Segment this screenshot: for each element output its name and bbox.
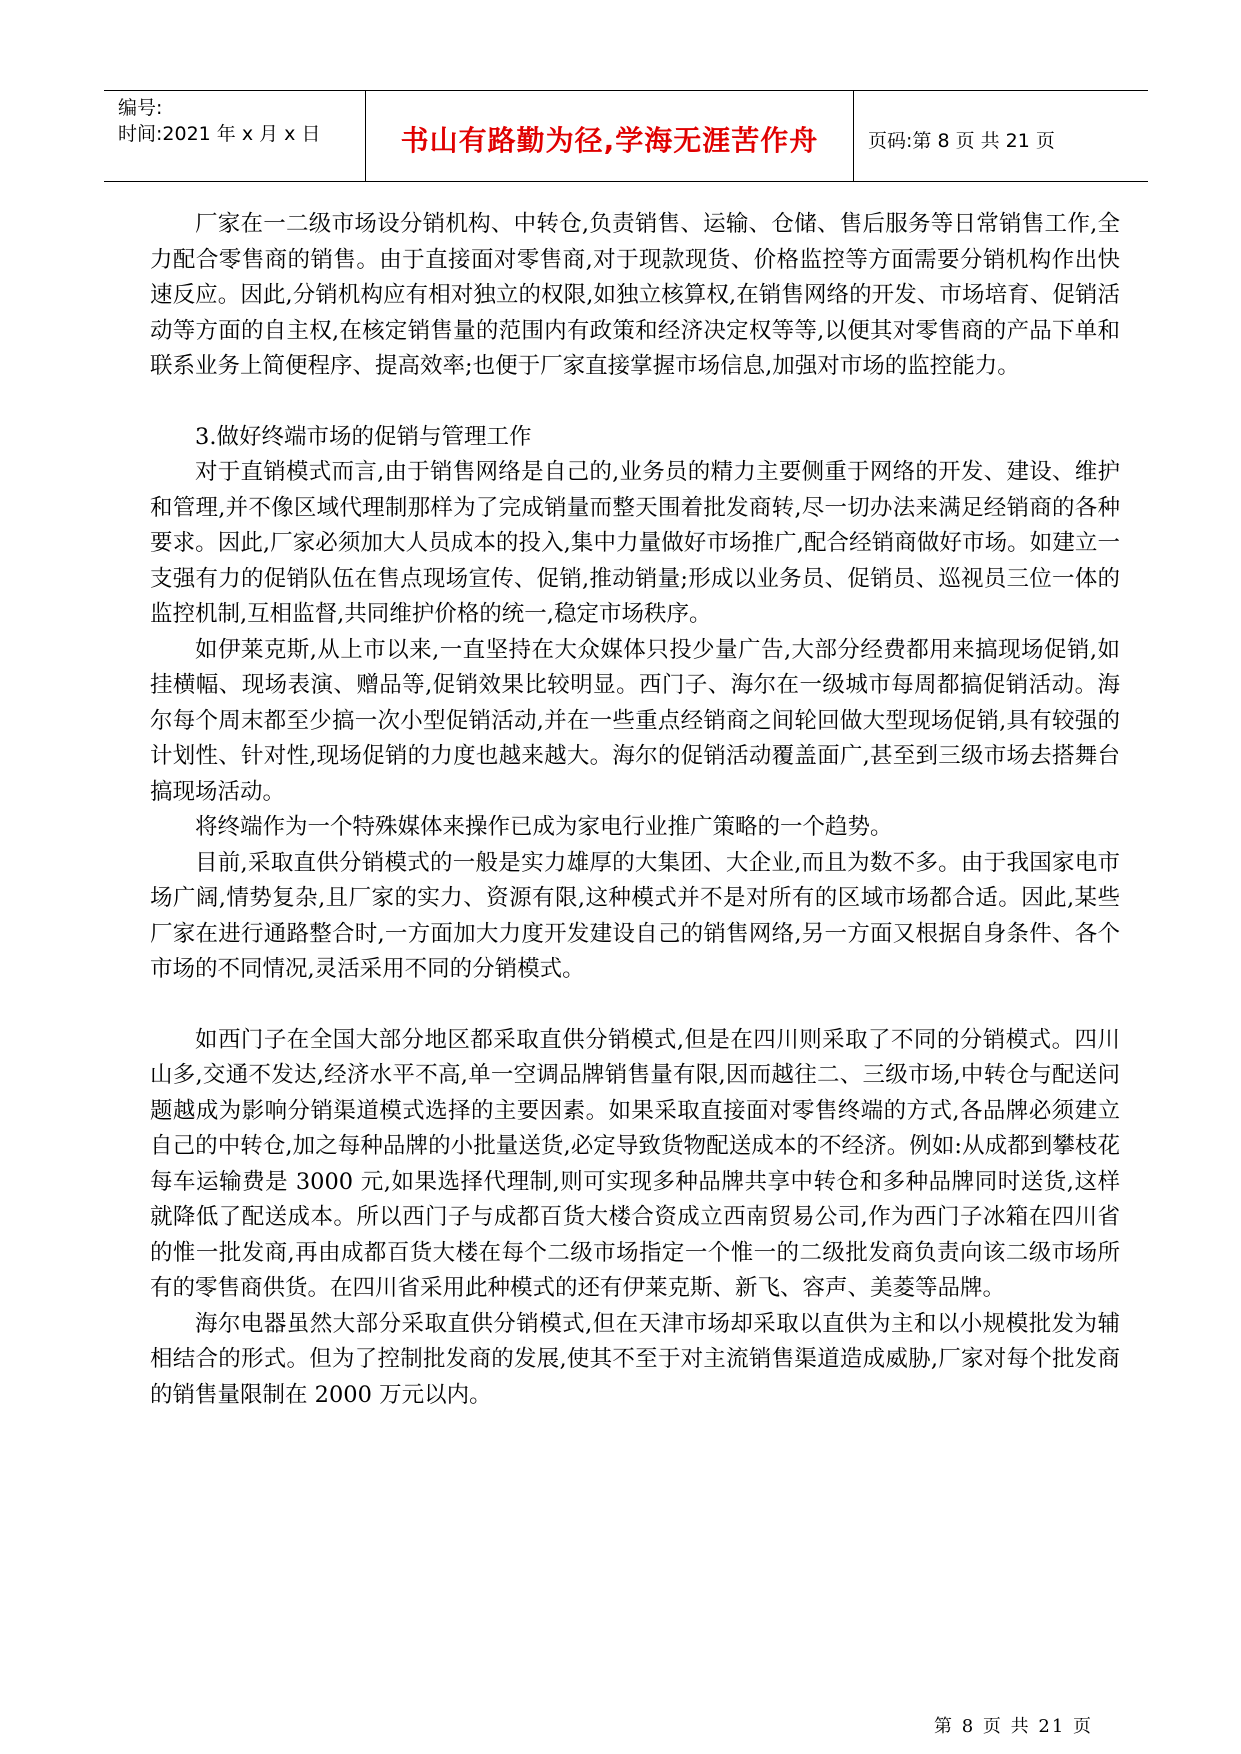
body-paragraph: 厂家在一二级市场设分销机构、中转仓,负责销售、运输、仓储、售后服务等日常销售工作,全力配合零售商的销售。由于直接面对零售商,对于现款现货、价格监控等方面需要分销机构作出快速反应。因此,分销机构应有相对独立的权限,如独立核算权,在销售网络的开发、市场培育、促销活动等方面的自主权,在核定销售量的范围内有政策和经济决定权等等,以便其对零售商的产品下单和联系业务上简便程序、提高效率;也便于厂家直接掌握市场信息,加强对市场的监控能力。 — [150, 211, 1120, 379]
section-heading: 3.做好终端市场的促销与管理工作 — [195, 423, 532, 450]
document-body — [150, 207, 1120, 1413]
body-paragraph: 对于直销模式而言,由于销售网络是自己的,业务员的精力主要侧重于网络的开发、建设、维护和管理,并不像区域代理制那样为了完成销量而整天围着批发商转,尽一切办法来满足经销商的各种要求。因此,厂家必须加大人员成本的投入,集中力量做好市场推广,配合经销商做好市场。如建立一支强有力的促销队伍在售点现场宣传、促销,推动销量;形成以业务员、促销员、巡视员三位一体的监控机制,互相监督,共同维护价格的统一,稳定市场秩序。 — [150, 459, 1120, 627]
header-meta-cell — [104, 91, 366, 181]
page-header — [104, 90, 1148, 182]
header-page-number: 页码:第 8 页 共 21 页 — [868, 129, 1055, 152]
body-paragraph: 海尔电器虽然大部分采取直供分销模式,但在天津市场却采取以直供为主和以小规模批发为辅相结合的形式。但为了控制批发商的发展,使其不至于对主流销售渠道造成威胁,厂家对每个批发商的销售量限制在 2000 万元以内。 — [150, 1310, 1120, 1408]
body-paragraph: 将终端作为一个特殊媒体来操作已成为家电行业推广策略的一个趋势。 — [195, 814, 893, 840]
page-footer: 第 8 页 共 21 页 — [934, 1716, 1093, 1737]
body-paragraph: 如伊莱克斯,从上市以来,一直坚持在大众媒体只投少量广告,大部分经费都用来搞现场促销,如挂横幅、现场表演、赠品等,促销效果比较明显。西门子、海尔在一级城市每周都搞促销活动。海尔每个周末都至少搞一次小型促销活动,并在一些重点经销商之间轮回做大型现场促销,具有较强的计划性、针对性,现场促销的力度也越来越大。海尔的促销活动覆盖面广,甚至到三级市场去搭舞台搞现场活动。 — [150, 636, 1120, 805]
body-paragraph: 目前,采取直供分销模式的一般是实力雄厚的大集团、大企业,而且为数不多。由于我国家电市场广阔,情势复杂,且厂家的实力、资源有限,这种模式并不是对所有的区域市场都合适。因此,某些厂家在进行通路整合时,一方面加大力度开发建设自己的销售网络,另一方面又根据自身条件、各个市场的不同情况,灵活采用不同的分销模式。 — [150, 849, 1120, 982]
header-motto: 书山有路勤为径,学海无涯苦作舟 — [366, 91, 854, 181]
document-number-label: 编号: — [118, 97, 163, 119]
document-time-label: 时间:2021 年 x 月 x 日 — [118, 123, 321, 145]
body-paragraph: 如西门子在全国大部分地区都采取直供分销模式,但是在四川则采取了不同的分销模式。四川山多,交通不发达,经济水平不高,单一空调品牌销售量有限,因而越往二、三级市场,中转仓与配送问题越成为影响分销渠道模式选择的主要因素。如果采取直接面对零售终端的方式,各品牌必须建立自己的中转仓,加之每种品牌的小批量送货,必定导致货物配送成本的不经济。例如:从成都到攀枝花每车运输费是 3000 元,如果选择代理制,则可实现多种品牌共享中转仓和多种品牌同时送货,这样就降低了配送成本。所以西门子与成都百货大楼合资成立西南贸易公司,作为西门子冰箱在四川省的惟一批发商,再由成都百货大楼在每个二级市场指定一个惟一的二级批发商负责向该二级市场所有的零售商供货。在四川省采用此种模式的还有伊莱克斯、新飞、容声、美菱等品牌。 — [150, 1026, 1120, 1301]
